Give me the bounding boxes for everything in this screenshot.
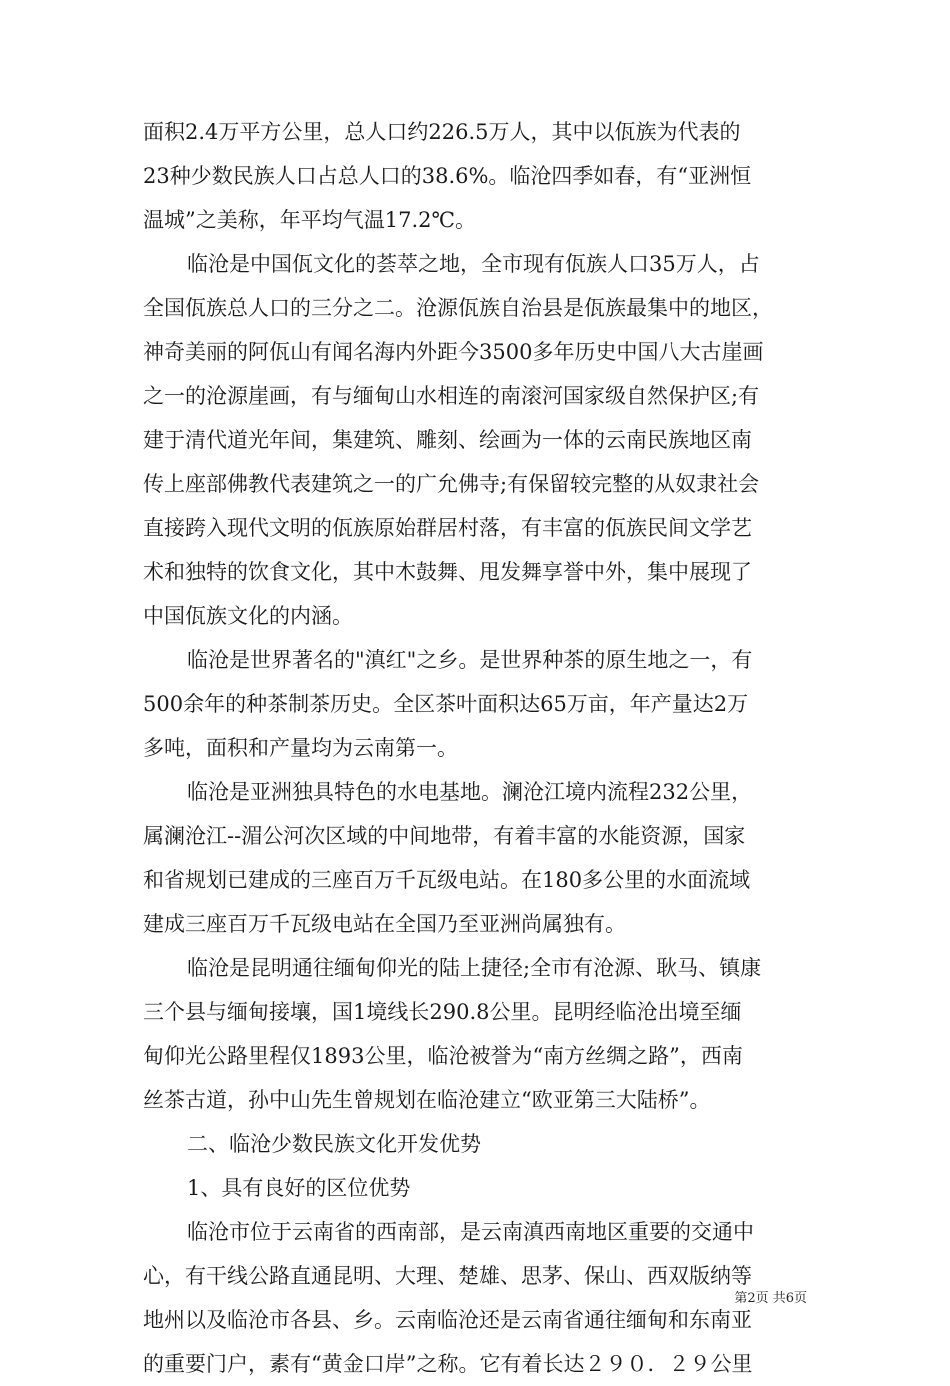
paragraph-first-line: 临沧市位于云南省的西南部，是云南滇西南地区重要的交通中	[187, 1220, 754, 1244]
page-number-footer: 第2页 共6页	[734, 1291, 807, 1306]
text-line: 温城”之美称，年平均气温17.2℃。	[143, 208, 476, 232]
text-line: 23种少数民族人口占总人口的38.6%。临沧四季如春，有“亚洲恒	[143, 164, 752, 188]
paragraph-first-line: 临沧是世界著名的"滇红"之乡。是世界种茶的原生地之一，有	[187, 648, 753, 672]
text-line: 属澜沧江--湄公河次区域的中间地带，有着丰富的水能资源，国家	[143, 824, 746, 848]
paragraph-first-line: 临沧是中国佤文化的荟萃之地，全市现有佤族人口35万人，占	[187, 252, 760, 276]
text-line: 地州以及临沧市各县、乡。云南临沧还是云南省通往缅甸和东南亚	[143, 1308, 752, 1332]
text-line: 面积2.4万平方公里，总人口约226.5万人，其中以佤族为代表的	[143, 120, 741, 144]
text-line: 建成三座百万千瓦级电站在全国乃至亚洲尚属独有。	[143, 912, 626, 936]
text-line: 术和独特的饮食文化，其中木鼓舞、甩发舞享誉中外，集中展现了	[143, 560, 752, 584]
paragraph-first-line: 临沧是昆明通往缅甸仰光的陆上捷径;全市有沧源、耿马、镇康	[187, 956, 762, 980]
text-line: 神奇美丽的阿佤山有闻名海内外距今3500多年历史中国八大古崖画	[143, 340, 764, 364]
text-line: 建于清代道光年间，集建筑、雕刻、绘画为一体的云南民族地区南	[143, 428, 752, 452]
text-line: 的重要门户，素有“黄金口岸”之称。它有着长达２９０．２９公里	[143, 1352, 753, 1376]
text-line: 直接跨入现代文明的佤族原始群居村落，有丰富的佤族民间文学艺	[143, 516, 752, 540]
text-line: 和省规划已建成的三座百万千瓦级电站。在180多公里的水面流域	[143, 868, 751, 892]
text-line: 甸仰光公路里程仅1893公里，临沧被誉为“南方丝绸之路”，西南	[143, 1044, 743, 1068]
text-line: 丝茶古道，孙中山先生曾规划在临沧建立“欧亚第三大陆桥”。	[143, 1088, 711, 1112]
paragraph-first-line: 1、具有良好的区位优势	[187, 1176, 411, 1200]
text-line: 之一的沧源崖画，有与缅甸山水相连的南滚河国家级自然保护区;有	[143, 384, 760, 408]
text-line: 心，有干线公路直通昆明、大理、楚雄、思茅、保山、西双版纳等	[143, 1264, 752, 1288]
text-line: 传上座部佛教代表建筑之一的广允佛寺;有保留较完整的从奴隶社会	[143, 472, 760, 496]
paragraph-first-line: 二、临沧少数民族文化开发优势	[187, 1132, 481, 1156]
text-line: 500余年的种茶制茶历史。全区茶叶面积达65万亩，年产量达2万	[143, 692, 749, 716]
text-line: 三个县与缅甸接壤，国1境线长290.8公里。昆明经临沧出境至缅	[143, 1000, 742, 1024]
text-line: 全国佤族总人口的三分之二。沧源佤族自治县是佤族最集中的地区，	[143, 296, 773, 320]
text-line: 中国佤族文化的内涵。	[143, 604, 353, 628]
document-body	[143, 110, 813, 1386]
text-line: 多吨，面积和产量均为云南第一。	[143, 736, 458, 760]
paragraph-first-line: 临沧是亚洲独具特色的水电基地。澜沧江境内流程232公里，	[187, 780, 753, 804]
